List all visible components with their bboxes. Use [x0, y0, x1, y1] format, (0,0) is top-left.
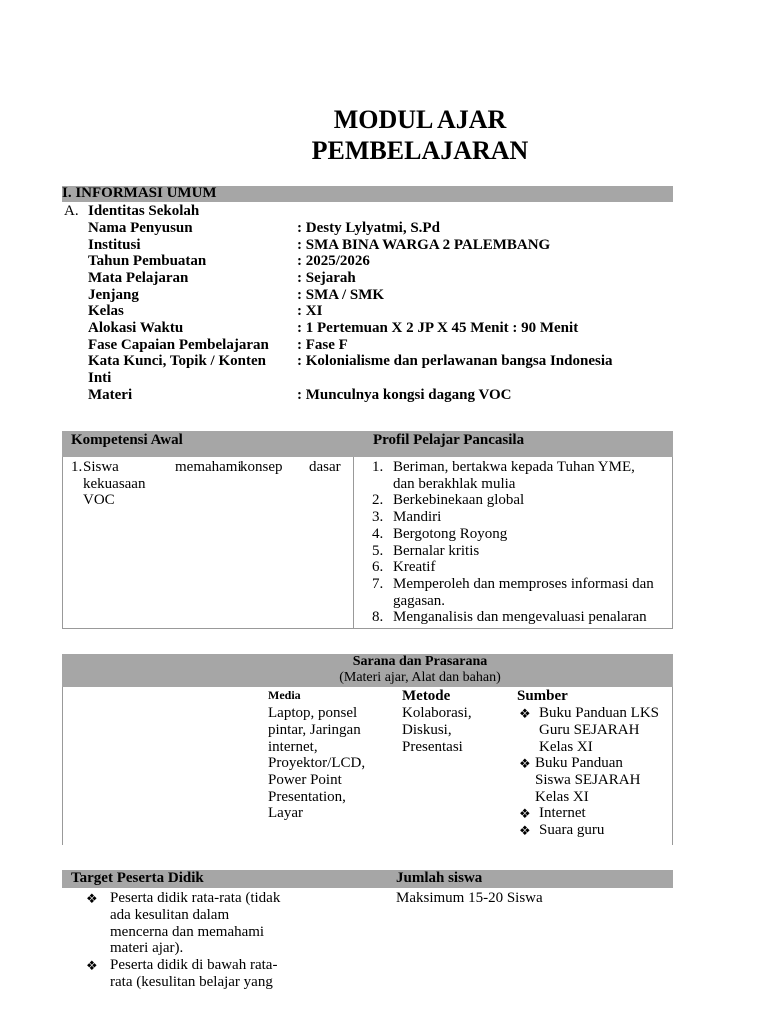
- identity-label: Nama Penyusun: [88, 220, 193, 236]
- sumber-line: Buku Panduan: [535, 755, 623, 771]
- diamond-bullet-icon: ❖: [86, 958, 98, 973]
- media-line: internet,: [268, 739, 318, 755]
- profil-item: dan berakhlak mulia: [393, 476, 516, 492]
- identity-value: : SMA / SMK: [297, 287, 385, 303]
- section-heading: I. INFORMASI UMUM: [62, 185, 217, 201]
- kompetensi-word: konsep: [240, 459, 283, 475]
- title-line-1: MODUL AJAR: [333, 105, 507, 134]
- sumber-line: Internet: [539, 805, 586, 821]
- metode-line: Diskusi,: [402, 722, 452, 738]
- profil-item: Bergotong Royong: [393, 526, 508, 542]
- table-border: [62, 457, 63, 628]
- jumlah-header: Jumlah siswa: [396, 870, 483, 886]
- identity-label: Jenjang: [88, 287, 139, 303]
- diamond-bullet-icon: ❖: [519, 706, 531, 721]
- profil-number: 4.: [372, 526, 384, 542]
- identity-value: : Munculnya kongsi dagang VOC: [297, 387, 512, 403]
- profil-item: Berkebinekaan global: [393, 492, 525, 508]
- jumlah-value: Maksimum 15-20 Siswa: [396, 890, 543, 906]
- target-line: Peserta didik di bawah rata-: [110, 957, 278, 973]
- media-line: Layar: [268, 805, 303, 821]
- media-line: Power Point: [268, 772, 342, 788]
- sumber-line: Guru SEJARAH: [539, 722, 640, 738]
- identity-label: Tahun Pembuatan: [88, 253, 207, 269]
- target-line: mencerna dan memahami: [110, 924, 265, 940]
- kompetensi-word: Siswa: [83, 459, 119, 475]
- identity-value: : Sejarah: [297, 270, 356, 286]
- sumber-header: Sumber: [517, 688, 568, 704]
- title-line-2: PEMBELAJARAN: [311, 136, 529, 165]
- profil-item: Kreatif: [393, 559, 436, 575]
- media-line: Laptop, ponsel: [268, 705, 358, 721]
- media-header: Media: [268, 688, 301, 702]
- diamond-bullet-icon: ❖: [519, 823, 531, 838]
- kompetensi-number: 1.: [71, 459, 83, 475]
- sumber-line: Suara guru: [539, 822, 605, 838]
- profil-number: 5.: [372, 543, 384, 559]
- identity-label: Kata Kunci, Topik / Konten: [88, 353, 266, 369]
- table-border: [62, 687, 63, 845]
- identity-label: Materi: [88, 387, 133, 403]
- profil-number: 2.: [372, 492, 384, 508]
- sumber-line: Buku Panduan LKS: [539, 705, 659, 721]
- profil-number: 6.: [372, 559, 384, 575]
- table-border: [672, 687, 673, 845]
- target-line: materi ajar).: [110, 940, 184, 956]
- metode-line: Presentasi: [402, 739, 463, 755]
- target-line: rata (kesulitan belajar yang: [110, 974, 273, 990]
- kompetensi-word: memahami: [175, 459, 242, 475]
- identity-label: Inti: [88, 370, 112, 386]
- media-line: Presentation,: [268, 789, 346, 805]
- table-border: [672, 457, 673, 628]
- identity-value: : 2025/2026: [297, 253, 370, 269]
- target-line: ada kesulitan dalam: [110, 907, 230, 923]
- diamond-bullet-icon: ❖: [86, 891, 98, 906]
- profil-item: gagasan.: [393, 593, 446, 609]
- identity-value: : 1 Pertemuan X 2 JP X 45 Menit : 90 Menit: [297, 320, 579, 336]
- profil-number: 1.: [372, 459, 384, 475]
- profil-number: 7.: [372, 576, 384, 592]
- diamond-bullet-icon: ❖: [519, 756, 531, 771]
- profil-item: Bernalar kritis: [393, 543, 480, 559]
- table-border: [353, 457, 354, 628]
- metode-line: Kolaborasi,: [402, 705, 472, 721]
- profil-item: Mandiri: [393, 509, 442, 525]
- identity-value: : XI: [297, 303, 323, 319]
- profil-item: Memperoleh dan memproses informasi dan: [393, 576, 654, 592]
- profil-item: Beriman, bertakwa kepada Tuhan YME,: [393, 459, 635, 475]
- identity-value: : SMA BINA WARGA 2 PALEMBANG: [297, 237, 551, 253]
- identity-label: Institusi: [88, 237, 141, 253]
- sarana-title: Sarana dan Prasarana: [352, 654, 488, 669]
- sarana-subtitle: (Materi ajar, Alat dan bahan): [339, 670, 501, 685]
- table-border: [62, 628, 673, 629]
- identity-value: : Desty Lylyatmi, S.Pd: [297, 220, 440, 236]
- media-line: pintar, Jaringan: [268, 722, 361, 738]
- profil-header: Profil Pelajar Pancasila: [373, 432, 525, 448]
- metode-header: Metode: [402, 688, 451, 704]
- target-header: Target Peserta Didik: [71, 870, 204, 886]
- profil-number: 3.: [372, 509, 384, 525]
- subheading-text: Identitas Sekolah: [88, 203, 200, 219]
- identity-label: Kelas: [88, 303, 124, 319]
- identity-value: : Fase F: [297, 337, 348, 353]
- media-line: Proyektor/LCD,: [268, 755, 366, 771]
- sarana-header-bar: [62, 654, 673, 687]
- kompetensi-header-bar: [62, 431, 673, 457]
- sumber-line: Siswa SEJARAH: [535, 772, 641, 788]
- profil-number: 8.: [372, 609, 384, 625]
- kompetensi-line: VOC: [83, 492, 115, 508]
- kompetensi-line: kekuasaan: [83, 476, 146, 492]
- target-header-bar: [62, 870, 673, 888]
- section-header-bar: [62, 186, 673, 202]
- diamond-bullet-icon: ❖: [519, 806, 531, 821]
- profil-item: Menganalisis dan mengevaluasi penalaran: [393, 609, 647, 625]
- subheading-letter: A.: [64, 203, 79, 219]
- identity-label: Mata Pelajaran: [88, 270, 189, 286]
- sumber-line: Kelas XI: [535, 789, 589, 805]
- identity-value: : Kolonialisme dan perlawanan bangsa Indonesia: [297, 353, 613, 369]
- identity-label: Alokasi Waktu: [88, 320, 184, 336]
- kompetensi-word: dasar: [309, 459, 341, 475]
- kompetensi-header: Kompetensi Awal: [71, 432, 183, 448]
- target-line: Peserta didik rata-rata (tidak: [110, 890, 281, 906]
- sumber-line: Kelas XI: [539, 739, 593, 755]
- identity-label: Fase Capaian Pembelajaran: [88, 337, 269, 353]
